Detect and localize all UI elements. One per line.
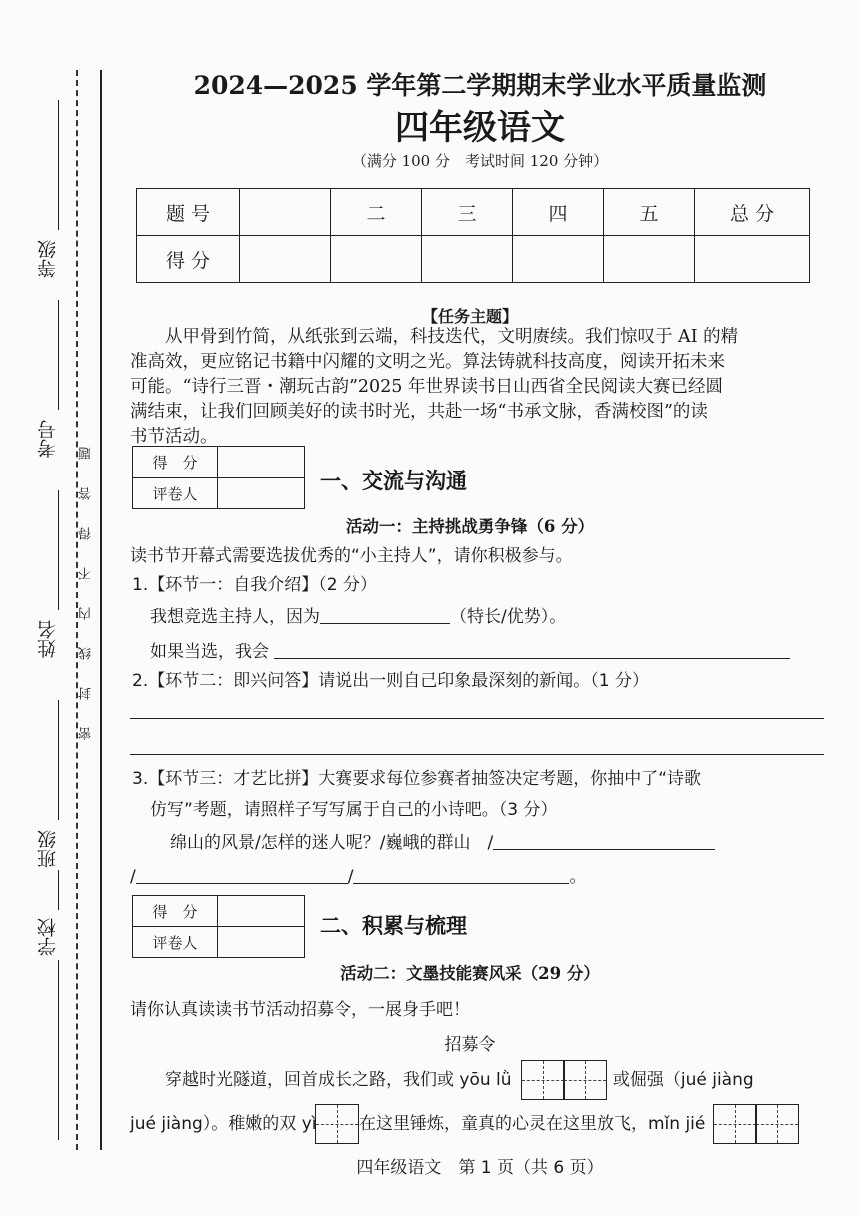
pinyin-answer-box[interactable] <box>521 1060 565 1100</box>
exam-no-write-line <box>58 300 59 410</box>
section-1-title: 一、交流与沟通 <box>320 469 467 493</box>
task-line: 可能。“诗行三晋・潮玩古韵”2025 年世界读书日山西省全民阅读大赛已经圆 <box>130 377 723 397</box>
score-table-header-row <box>137 189 810 236</box>
activity-1-title: 活动一：主持挑战勇争锋（6 分） <box>345 517 595 536</box>
exam-info: （满分 100 分 考试时间 120 分钟） <box>351 152 609 170</box>
grade-label: 等级 <box>37 240 59 278</box>
poem-continue <box>130 862 586 887</box>
task-line: 准高效，更应铭记书籍中闪耀的文明之光。算法铸就科技高度，阅读开拓未来 <box>130 352 725 372</box>
exam-title: 2024—2025 学年第二学期期末学业水平质量监测 <box>193 71 767 100</box>
task-line: 书节活动。 <box>130 427 218 447</box>
grader-name-label: 评卷人 <box>133 927 218 958</box>
task-line: 满结束，让我们回顾美好的读书时光，共赴一场“书承文脉，香满校图”的读 <box>130 402 708 422</box>
pinyin-answer-box[interactable] <box>315 1104 359 1144</box>
q1-b-answer-blank[interactable] <box>274 640 790 659</box>
score-header-cell: 四 <box>513 189 604 236</box>
question-1-b <box>150 637 790 662</box>
activity-2-intro: 请你认真读读书节活动招募令，一展身手吧！ <box>130 1000 470 1020</box>
school-write-line <box>58 870 59 910</box>
score-header-cell: 题 号 <box>137 189 240 236</box>
grader-score-label: 得 分 <box>133 447 218 478</box>
activity-1-intro: 读书节开幕式需要选拔优秀的“小主持人”，请你积极参与。 <box>130 546 573 566</box>
poem-blank-1[interactable] <box>493 831 715 850</box>
activity-2-title: 活动二：文墨技能赛风采（29 分） <box>340 964 600 983</box>
seal-solid-line <box>100 70 102 1150</box>
grader-score-label: 得 分 <box>133 896 218 927</box>
score-cell[interactable] <box>695 236 810 283</box>
notice-text: 或倔强（jué jiàng <box>612 1070 754 1090</box>
notice-text: 穿越时光隧道，回首成长之路，我们或 yōu lǜ <box>165 1070 512 1090</box>
score-table-score-row <box>137 236 810 283</box>
school-label: 学校 <box>37 918 59 956</box>
section-2-title: 二、积累与梳理 <box>320 914 467 938</box>
task-heading: 【任务主题】 <box>421 307 518 326</box>
score-cell[interactable] <box>604 236 695 283</box>
grader-name-cell[interactable] <box>218 478 305 509</box>
q1-answer-blank[interactable] <box>320 605 450 624</box>
grader-box-2 <box>132 895 305 958</box>
score-header-cell: 二 <box>331 189 422 236</box>
notice-line-2 <box>130 1104 799 1144</box>
q2-answer-line[interactable] <box>130 718 824 719</box>
notice-text: jué jiàng）。稚嫩的双 yì <box>130 1114 317 1134</box>
name-label: 姓名 <box>37 620 59 658</box>
pinyin-answer-box[interactable] <box>563 1060 607 1100</box>
score-header-cell: 三 <box>422 189 513 236</box>
page-footer: 四年级语文 第 1 页（共 6 页） <box>356 1158 604 1178</box>
score-header-cell: 总 分 <box>695 189 810 236</box>
grader-name-cell[interactable] <box>218 927 305 958</box>
grader-score-cell[interactable] <box>218 447 305 478</box>
poem-blank-2[interactable] <box>136 865 348 884</box>
pinyin-answer-box[interactable] <box>713 1104 757 1144</box>
school-write-line-2 <box>58 960 59 1140</box>
score-cell[interactable] <box>240 236 331 283</box>
notice-line-1 <box>165 1060 754 1100</box>
grader-name-label: 评卷人 <box>133 478 218 509</box>
poem-example <box>170 828 715 853</box>
score-table <box>136 188 810 283</box>
poem-slash: / <box>130 867 136 887</box>
grader-box-1 <box>132 446 305 509</box>
seal-dashed-line <box>76 70 78 1150</box>
class-label: 班级 <box>37 830 59 868</box>
seal-warning-text: 密封线内不得答题 <box>79 420 94 740</box>
task-line: 从甲骨到竹简，从纸张到云端，科技迭代，文明赓续。我们惊叹于 AI 的精 <box>130 327 739 347</box>
poem-slash: / <box>347 867 354 887</box>
question-3-line-2: 仿写”考题，请照样子写写属于自己的小诗吧。（3 分） <box>150 800 558 820</box>
score-cell[interactable] <box>513 236 604 283</box>
poem-end: 。 <box>569 867 587 887</box>
q1-a-prefix: 我想竞选主持人，因为 <box>150 607 320 627</box>
pinyin-answer-box[interactable] <box>755 1104 799 1144</box>
subject-title: 四年级语文 <box>395 108 565 148</box>
q1-b-prefix: 如果当选，我会 <box>150 642 269 662</box>
question-2: 2.【环节二：即兴问答】请说出一则自己印象最深刻的新闻。（1 分） <box>132 671 649 691</box>
name-write-line <box>58 490 59 610</box>
score-row-label: 得 分 <box>137 236 240 283</box>
score-cell[interactable] <box>422 236 513 283</box>
notice-title: 招募令 <box>444 1035 496 1055</box>
task-paragraph <box>130 325 816 450</box>
notice-text: 在这里锤炼，童真的心灵在这里放飞，mǐn jié <box>358 1114 706 1134</box>
exam-no-label: 考号 <box>37 420 59 458</box>
score-cell[interactable] <box>331 236 422 283</box>
question-1: 1.【环节一：自我介绍】（2 分） <box>132 575 377 595</box>
question-1-a <box>150 602 566 627</box>
score-header-cell: 五 <box>604 189 695 236</box>
poem-text: 绵山的风景/怎样的迷人呢？/巍峨的群山 / <box>170 833 494 853</box>
score-header-cell <box>240 189 331 236</box>
poem-blank-3[interactable] <box>353 865 569 884</box>
question-3-line-1: 3.【环节三：才艺比拼】大赛要求每位参赛者抽签决定考题，你抽中了“诗歌 <box>132 769 702 789</box>
q2-answer-line[interactable] <box>130 754 824 755</box>
q1-a-suffix: （特长/优势）。 <box>450 607 567 627</box>
grade-write-line <box>58 100 59 230</box>
grader-score-cell[interactable] <box>218 896 305 927</box>
class-write-line <box>58 700 59 820</box>
